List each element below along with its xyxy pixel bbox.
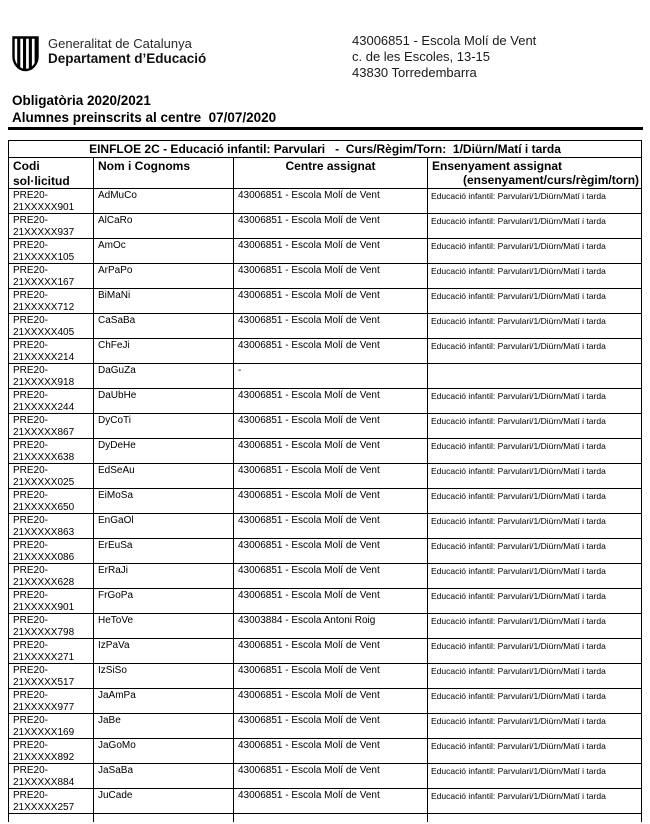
table-row: [9, 539, 642, 564]
application-code-number: 21XXXXX517: [13, 676, 75, 688]
table-caption-row: [9, 141, 642, 158]
application-code-prefix: PRE20-: [13, 340, 49, 351]
table-row: [9, 464, 642, 489]
generalitat-logo-icon: [12, 36, 39, 77]
student-name: IzSiSo: [94, 664, 234, 689]
assigned-centre: 43006851 - Escola Molí de Vent: [234, 464, 428, 489]
assigned-centre: 43006851 - Escola Molí de Vent: [234, 689, 428, 714]
assigned-centre: 43006851 - Escola Molí de Vent: [234, 289, 428, 314]
application-code-prefix: PRE20-: [13, 665, 49, 676]
student-name: JaBe: [94, 714, 234, 739]
table-row: [9, 564, 642, 589]
application-code-number: 21XXXXX086: [13, 551, 75, 563]
student-name: ErEuSa: [94, 539, 234, 564]
application-code-number: 21XXXXX712: [13, 301, 75, 313]
assigned-centre: 43006851 - Escola Molí de Vent: [234, 564, 428, 589]
application-code-number: 21XXXXX650: [13, 501, 75, 513]
assigned-ensenyament: Educació infantil: Parvulari/1/Diürn/Matí i tarda: [428, 189, 642, 214]
student-name: ErRaJi: [94, 564, 234, 589]
assigned-centre: 43006851 - Escola Molí de Vent: [234, 264, 428, 289]
student-name: JaAmPa: [94, 689, 234, 714]
application-code-cell: [9, 539, 94, 564]
doc-title-main: Alumnes preinscrits al centre 07/07/2020: [12, 110, 277, 125]
assigned-ensenyament: Educació infantil: Parvulari/1/Diürn/Matí i tarda: [428, 389, 642, 414]
table-row: [9, 614, 642, 639]
student-name: EiMoSa: [94, 489, 234, 514]
assigned-centre: 43006851 - Escola Molí de Vent: [234, 714, 428, 739]
assigned-ensenyament: Educació infantil: Parvulari/1/Diürn/Matí i tarda: [428, 539, 642, 564]
application-code-prefix: PRE20-: [13, 190, 49, 201]
application-code-prefix: PRE20-: [13, 690, 49, 701]
assigned-ensenyament: Educació infantil: Parvulari/1/Diürn/Matí i tarda: [428, 589, 642, 614]
table-row: [9, 489, 642, 514]
student-name: DaUbHe: [94, 389, 234, 414]
application-code-cell: [9, 364, 94, 389]
assigned-ensenyament: Educació infantil: Parvulari/1/Diürn/Matí i tarda: [428, 564, 642, 589]
application-code-cell: [9, 564, 94, 589]
table-row: [9, 364, 642, 389]
column-header-codi: Codi sol·licitud: [9, 158, 94, 189]
application-code-cell: [9, 639, 94, 664]
application-code-number: 21XXXXX169: [13, 726, 75, 738]
assigned-centre: 43006851 - Escola Molí de Vent: [234, 314, 428, 339]
assigned-ensenyament: Educació infantil: Parvulari/1/Diürn/Matí i tarda: [428, 514, 642, 539]
application-code-cell: [9, 314, 94, 339]
assigned-centre: 43006851 - Escola Molí de Vent: [234, 214, 428, 239]
assigned-centre: 43006851 - Escola Molí de Vent: [234, 439, 428, 464]
application-code-cell: [9, 739, 94, 764]
table-row: [9, 389, 642, 414]
assigned-centre: 43006851 - Escola Molí de Vent: [234, 189, 428, 214]
assigned-centre: 43006851 - Escola Molí de Vent: [234, 589, 428, 614]
application-code-number: 21XXXXX638: [13, 451, 75, 463]
table-row: [9, 264, 642, 289]
student-name: DyCoTi: [94, 414, 234, 439]
application-code-cell: [9, 714, 94, 739]
table-row: [9, 714, 642, 739]
school-city: 43830 Torredembarra: [352, 65, 477, 80]
table-row: [9, 739, 642, 764]
table-row: [9, 589, 642, 614]
school-street: c. de les Escoles, 13-15: [352, 49, 491, 64]
student-name: AmOc: [94, 239, 234, 264]
assigned-centre: -: [234, 364, 428, 389]
application-code-cell: [9, 489, 94, 514]
application-code-cell: [9, 239, 94, 264]
application-code-cell: [9, 264, 94, 289]
table-row-partial: [9, 814, 642, 823]
application-code-prefix: PRE20-: [13, 740, 49, 751]
assigned-ensenyament: Educació infantil: Parvulari/1/Diürn/Matí i tarda: [428, 689, 642, 714]
application-code-prefix: PRE20-: [13, 515, 49, 526]
application-code-number: 21XXXXX892: [13, 751, 75, 763]
table-row: [9, 789, 642, 814]
application-code-number: 21XXXXX901: [13, 601, 75, 613]
assigned-centre: 43006851 - Escola Molí de Vent: [234, 764, 428, 789]
table-row: [9, 664, 642, 689]
application-code-cell: [9, 789, 94, 814]
application-code-cell: [9, 464, 94, 489]
student-name: IzPaVa: [94, 639, 234, 664]
application-code-number: 21XXXXX884: [13, 776, 75, 788]
column-header-nom: Nom i Cognoms: [94, 158, 234, 189]
student-name: EnGaOl: [94, 514, 234, 539]
student-name: JuCade: [94, 789, 234, 814]
assigned-ensenyament: Educació infantil: Parvulari/1/Diürn/Matí i tarda: [428, 764, 642, 789]
application-code-number: 21XXXXX271: [13, 651, 75, 663]
application-code-prefix: PRE20-: [13, 390, 49, 401]
doc-title-period: Obligatòria 2020/2021: [12, 93, 151, 108]
org-department: Departament d’Educació: [48, 51, 207, 66]
assigned-centre: 43006851 - Escola Molí de Vent: [234, 239, 428, 264]
application-code-prefix: PRE20-: [13, 440, 49, 451]
assigned-ensenyament: Educació infantil: Parvulari/1/Diürn/Matí i tarda: [428, 439, 642, 464]
application-code-number: 21XXXXX405: [13, 326, 75, 338]
application-code-prefix: PRE20-: [13, 365, 49, 376]
table-row: [9, 514, 642, 539]
assigned-ensenyament: [428, 364, 642, 389]
preinscrits-table: [8, 140, 642, 822]
application-code-number: 21XXXXX244: [13, 401, 75, 413]
assigned-ensenyament: Educació infantil: Parvulari/1/Diürn/Matí i tarda: [428, 489, 642, 514]
student-name: EdSeAu: [94, 464, 234, 489]
application-code-cell: [9, 389, 94, 414]
application-code-cell: [9, 189, 94, 214]
application-code-prefix: PRE20-: [13, 640, 49, 651]
student-name: ChFeJi: [94, 339, 234, 364]
application-code-number: 21XXXXX628: [13, 576, 75, 588]
assigned-centre: 43006851 - Escola Molí de Vent: [234, 414, 428, 439]
application-code-number: 21XXXXX105: [13, 251, 75, 263]
assigned-ensenyament: Educació infantil: Parvulari/1/Diürn/Matí i tarda: [428, 614, 642, 639]
table-row: [9, 214, 642, 239]
table-header-row: [9, 158, 642, 189]
table-row: [9, 764, 642, 789]
application-code-number: 21XXXXX025: [13, 476, 75, 488]
school-address-block: [352, 33, 536, 81]
student-name: AlCaRo: [94, 214, 234, 239]
application-code-prefix: PRE20-: [13, 240, 49, 251]
assigned-ensenyament: Educació infantil: Parvulari/1/Diürn/Matí i tarda: [428, 339, 642, 364]
application-code-number: 21XXXXX167: [13, 276, 75, 288]
assigned-centre: 43006851 - Escola Molí de Vent: [234, 389, 428, 414]
application-code-prefix: PRE20-: [13, 615, 49, 626]
application-code-cell: [9, 289, 94, 314]
table-row: [9, 414, 642, 439]
assigned-centre: 43006851 - Escola Molí de Vent: [234, 789, 428, 814]
assigned-ensenyament: Educació infantil: Parvulari/1/Diürn/Matí i tarda: [428, 264, 642, 289]
application-code-cell: [9, 689, 94, 714]
application-code-cell: [9, 214, 94, 239]
assigned-centre: 43006851 - Escola Molí de Vent: [234, 739, 428, 764]
assigned-centre: 43006851 - Escola Molí de Vent: [234, 639, 428, 664]
application-code-prefix: PRE20-: [13, 265, 49, 276]
table-row: [9, 314, 642, 339]
assigned-ensenyament: Educació infantil: Parvulari/1/Diürn/Matí i tarda: [428, 314, 642, 339]
student-name: DaGuZa: [94, 364, 234, 389]
assigned-ensenyament: Educació infantil: Parvulari/1/Diürn/Matí i tarda: [428, 739, 642, 764]
application-code-cell: [9, 414, 94, 439]
application-code-cell: [9, 764, 94, 789]
application-code-number: 21XXXXX867: [13, 426, 75, 438]
student-name: BiMaNi: [94, 289, 234, 314]
org-text: [48, 36, 206, 67]
student-name: JaGoMo: [94, 739, 234, 764]
application-code-prefix: PRE20-: [13, 715, 49, 726]
table-row: [9, 239, 642, 264]
application-code-prefix: PRE20-: [13, 790, 49, 801]
application-code-cell: [9, 664, 94, 689]
application-code-cell: [9, 339, 94, 364]
application-code-prefix: PRE20-: [13, 290, 49, 301]
table-row: [9, 189, 642, 214]
application-code-cell: [9, 589, 94, 614]
application-code-number: 21XXXXX901: [13, 201, 75, 213]
application-code-prefix: PRE20-: [13, 565, 49, 576]
application-code-number: 21XXXXX257: [13, 801, 75, 813]
table-row: [9, 339, 642, 364]
assigned-centre: 43006851 - Escola Molí de Vent: [234, 664, 428, 689]
assigned-ensenyament: Educació infantil: Parvulari/1/Diürn/Matí i tarda: [428, 414, 642, 439]
table-body: [9, 189, 642, 814]
assigned-ensenyament: Educació infantil: Parvulari/1/Diürn/Matí i tarda: [428, 214, 642, 239]
application-code-prefix: PRE20-: [13, 215, 49, 226]
application-code-prefix: PRE20-: [13, 415, 49, 426]
student-name: ArPaPo: [94, 264, 234, 289]
application-code-cell: [9, 514, 94, 539]
student-name: CaSaBa: [94, 314, 234, 339]
table-row: [9, 689, 642, 714]
assigned-centre: 43006851 - Escola Molí de Vent: [234, 339, 428, 364]
assigned-ensenyament: Educació infantil: Parvulari/1/Diürn/Matí i tarda: [428, 664, 642, 689]
application-code-prefix: PRE20-: [13, 765, 49, 776]
application-code-prefix: PRE20-: [13, 590, 49, 601]
application-code-cell: [9, 614, 94, 639]
application-code-number: 21XXXXX937: [13, 226, 75, 238]
application-code-prefix: PRE20-: [13, 465, 49, 476]
assigned-ensenyament: Educació infantil: Parvulari/1/Diürn/Matí i tarda: [428, 714, 642, 739]
column-header-ensenyament: Ensenyament assignat (ensenyament/curs/règim/torn): [428, 158, 642, 189]
application-code-number: 21XXXXX863: [13, 526, 75, 538]
assigned-centre: 43006851 - Escola Molí de Vent: [234, 489, 428, 514]
application-code-number: 21XXXXX977: [13, 701, 75, 713]
assigned-ensenyament: Educació infantil: Parvulari/1/Diürn/Matí i tarda: [428, 639, 642, 664]
column-header-centre: Centre assignat: [234, 158, 428, 189]
assigned-centre: 43006851 - Escola Molí de Vent: [234, 539, 428, 564]
student-name: DyDeHe: [94, 439, 234, 464]
assigned-ensenyament: Educació infantil: Parvulari/1/Diürn/Matí i tarda: [428, 789, 642, 814]
table-caption: EINFLOE 2C - Educació infantil: Parvulari - Curs/Règim/Torn: 1/Diürn/Matí i tarda: [9, 141, 642, 158]
application-code-prefix: PRE20-: [13, 540, 49, 551]
table-row: [9, 639, 642, 664]
application-code-prefix: PRE20-: [13, 490, 49, 501]
application-code-cell: [9, 439, 94, 464]
school-code-name: 43006851 - Escola Molí de Vent: [352, 33, 537, 48]
table-row: [9, 289, 642, 314]
student-name: JaSaBa: [94, 764, 234, 789]
assigned-centre: 43003884 - Escola Antoni Roig: [234, 614, 428, 639]
application-code-number: 21XXXXX918: [13, 376, 75, 388]
assigned-ensenyament: Educació infantil: Parvulari/1/Diürn/Matí i tarda: [428, 239, 642, 264]
student-name: HeToVe: [94, 614, 234, 639]
application-code-number: 21XXXXX798: [13, 626, 75, 638]
application-code-prefix: PRE20-: [13, 315, 49, 326]
org-brand: [12, 36, 206, 77]
assigned-ensenyament: Educació infantil: Parvulari/1/Diürn/Matí i tarda: [428, 464, 642, 489]
student-name: AdMuCo: [94, 189, 234, 214]
org-name: Generalitat de Catalunya: [48, 36, 192, 51]
title-underline: [8, 127, 643, 130]
assigned-centre: 43006851 - Escola Molí de Vent: [234, 514, 428, 539]
assigned-ensenyament: Educació infantil: Parvulari/1/Diürn/Matí i tarda: [428, 289, 642, 314]
student-name: FrGoPa: [94, 589, 234, 614]
application-code-number: 21XXXXX214: [13, 351, 75, 363]
table-row: [9, 439, 642, 464]
